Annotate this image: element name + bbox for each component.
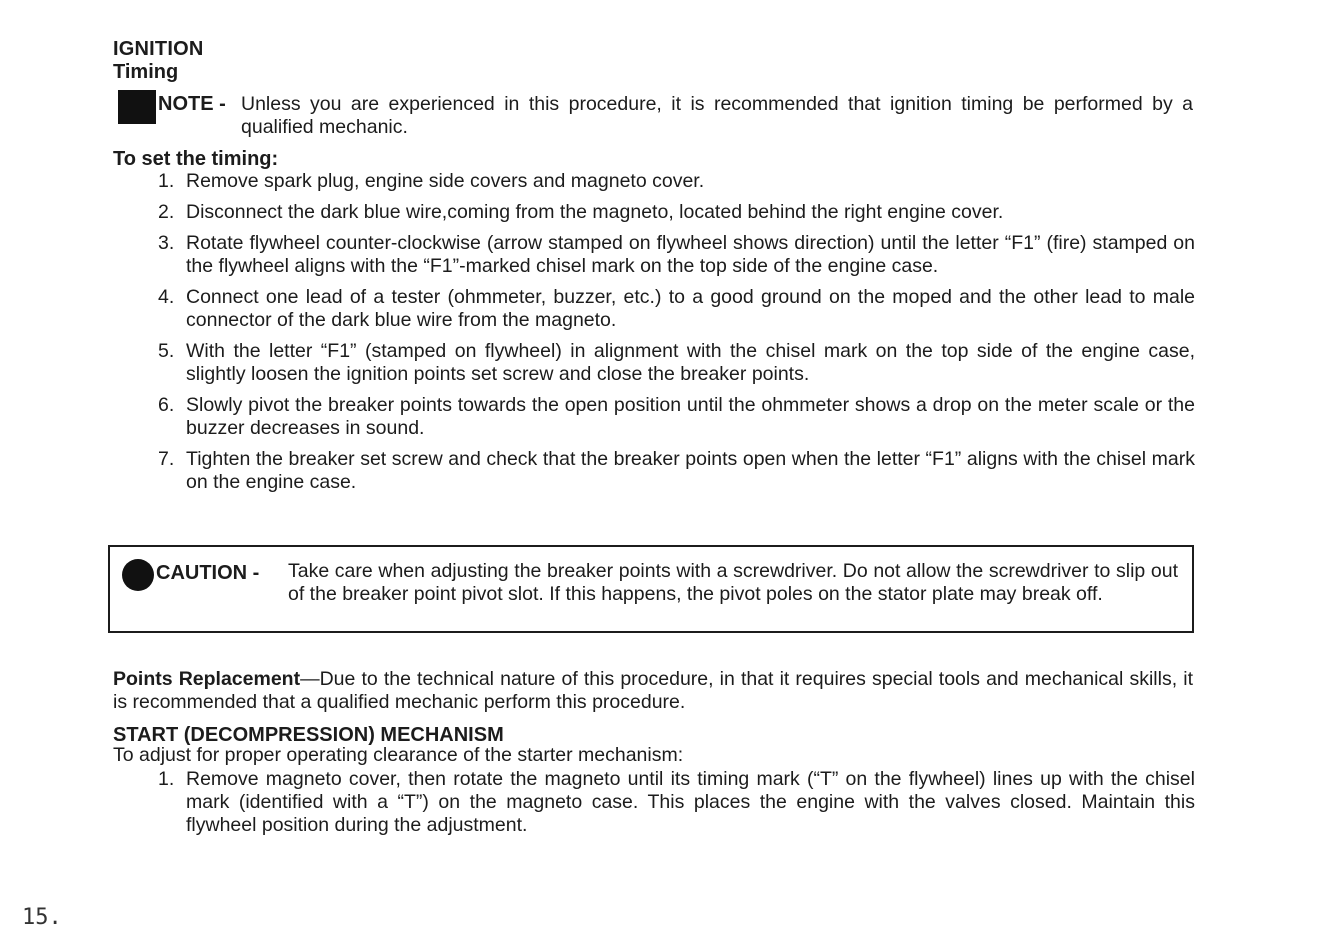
list-item	[150, 201, 1195, 224]
step-text: Remove spark plug, engine side covers and magneto cover.	[186, 170, 705, 192]
list-item	[150, 232, 1195, 278]
section-title: IGNITION	[113, 38, 204, 60]
caution-label: CAUTION -	[156, 562, 260, 584]
points-replacement-label: Points Replacement	[113, 668, 301, 690]
list-item	[150, 170, 1195, 193]
step-number: 3.	[158, 232, 175, 254]
note-text: Unless you are experienced in this procedure, it is recommended that ignition timing be performed by a qualified mechanic.	[241, 93, 1193, 138]
step-text: Disconnect the dark blue wire,coming from the magneto, located behind the right engine cover.	[186, 201, 1004, 223]
step-number: 7.	[158, 448, 175, 470]
subsection-title: Timing	[113, 61, 179, 83]
note-marker-icon	[118, 90, 156, 124]
list-item	[150, 286, 1195, 332]
list-item	[150, 448, 1195, 494]
step-number: 1.	[158, 170, 175, 192]
page-number: 15.	[22, 905, 62, 930]
note-label: NOTE -	[158, 93, 226, 115]
step-text: Remove magneto cover, then rotate the magneto until its timing mark (“T” on the flywheel) lines up with the chisel mark (identified with a “T”) on the magneto case. This places the engine with the valves closed. Maintain this flywheel position during the adjustment.	[186, 768, 1195, 836]
points-replacement-text: —Due to the technical nature of this procedure, in that it requires special tools and mechanical skills, it is recommended that a qualified mechanic perform this procedure.	[113, 668, 1193, 713]
mechanism-steps-list	[150, 768, 1195, 837]
points-replacement-paragraph	[113, 668, 1193, 714]
timing-heading: To set the timing:	[113, 148, 279, 170]
step-text: Tighten the breaker set screw and check that the breaker points open when the letter “F1” aligns with the chisel mark on the engine case.	[186, 448, 1195, 493]
caution-box	[108, 545, 1194, 633]
step-number: 6.	[158, 394, 175, 416]
list-item	[150, 768, 1195, 837]
step-text: With the letter “F1” (stamped on flywheel) in alignment with the chisel mark on the top side of the engine case, slightly loosen the ignition points set screw and close the breaker points.	[186, 340, 1195, 385]
step-number: 1.	[158, 768, 175, 790]
step-number: 4.	[158, 286, 175, 308]
list-item	[150, 394, 1195, 440]
mechanism-heading: START (DECOMPRESSION) MECHANISM	[113, 724, 504, 746]
step-number: 2.	[158, 201, 175, 223]
step-text: Connect one lead of a tester (ohmmeter, buzzer, etc.) to a good ground on the moped and the other lead to male connector of the dark blue wire from the magneto.	[186, 286, 1195, 331]
step-number: 5.	[158, 340, 175, 362]
step-text: Rotate flywheel counter-clockwise (arrow stamped on flywheel shows direction) until the letter “F1” (fire) stamped on the flywheel aligns with the “F1”-marked chisel mark on the top side of the engine case.	[186, 232, 1195, 277]
timing-steps-list	[150, 170, 1195, 502]
step-text: Slowly pivot the breaker points towards the open position until the ohmmeter shows a drop on the meter scale or the buzzer decreases in sound.	[186, 394, 1195, 439]
mechanism-intro: To adjust for proper operating clearance of the starter mechanism:	[113, 744, 684, 766]
list-item	[150, 340, 1195, 386]
caution-marker-icon	[122, 559, 154, 591]
caution-text: Take care when adjusting the breaker points with a screwdriver. Do not allow the screwdriver to slip out of the breaker point pivot slot. If this happens, the pivot poles on the stator plate may break off.	[288, 560, 1178, 605]
